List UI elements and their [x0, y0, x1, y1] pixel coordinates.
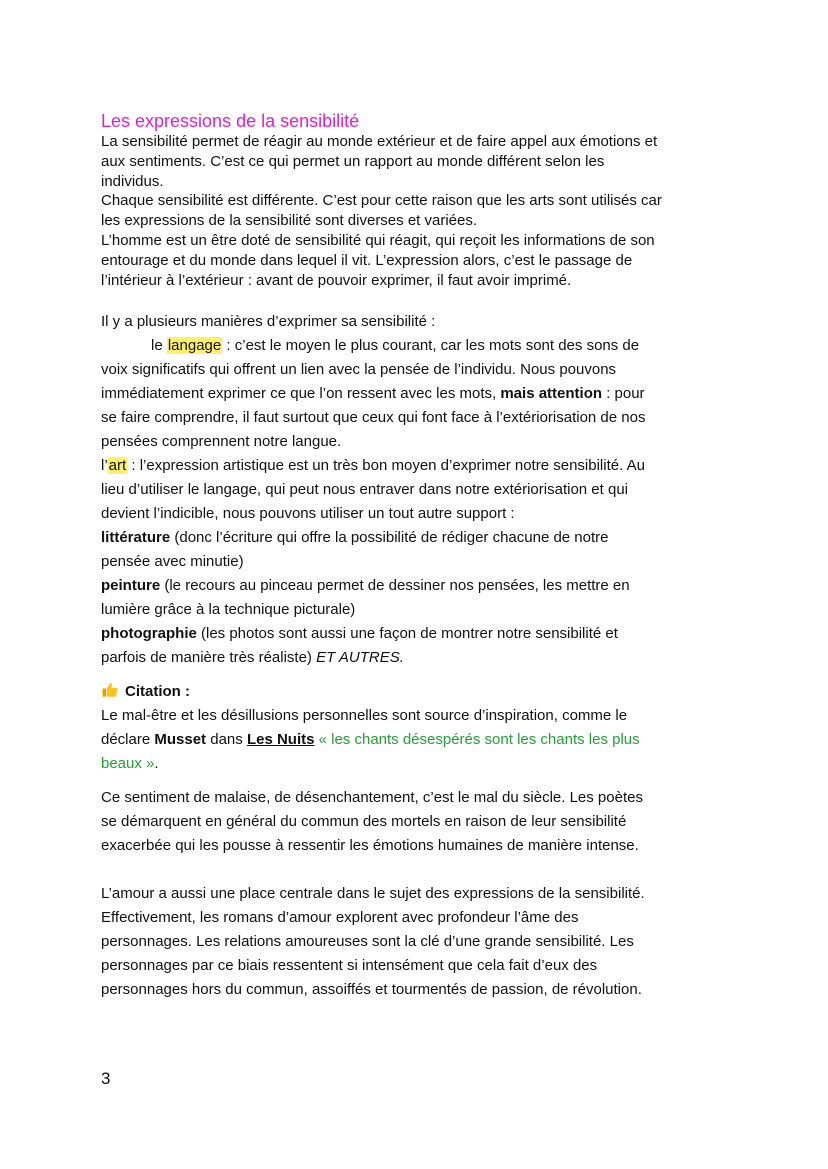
- text-line: lumière grâce à la technique picturale): [101, 601, 356, 619]
- work-les-nuits: Les Nuits: [246, 731, 315, 749]
- text-line: entourage et du monde dans lequel il vit. L’expression alors, c’est le passage de: [101, 251, 633, 269]
- text-line: [101, 454, 741, 478]
- text-line: personnages. Les relations amoureuses sont la clé d’une grande sensibilité. Les: [101, 933, 634, 951]
- text-line: [101, 382, 741, 406]
- citation-heading: [101, 680, 741, 704]
- bold-peinture: peinture: [101, 577, 161, 595]
- italic-et-autres: ET AUTRES.: [316, 649, 404, 667]
- text-line: se faire comprendre, il faut surtout que ceux qui font face à l’extériorisation de nos: [101, 409, 646, 427]
- text-line: voix significatifs qui offrent un lien avec la pensée de l’individu. Nous pouvons: [101, 361, 617, 379]
- text-line: [101, 574, 741, 598]
- text-line: se démarquent en général du commun des mortels en raison de leur sensibilité: [101, 813, 627, 831]
- text-line: pensées comprennent notre langue.: [101, 433, 342, 451]
- text-line: Chaque sensibilité est différente. C’est pour cette raison que les arts sont utilisés car: [101, 192, 662, 210]
- text-run: dans: [206, 731, 247, 749]
- text-line: L’homme est un être doté de sensibilité qui réagit, qui reçoit les informations de son: [101, 231, 655, 249]
- document-page: [101, 110, 741, 1002]
- text-line: [101, 646, 741, 670]
- text-line: les expressions de la sensibilité sont diverses et variées.: [101, 212, 478, 230]
- text-line: [101, 728, 741, 752]
- text-run: (donc l’écriture qui offre la possibilité de rédiger chacune de notre: [170, 529, 609, 547]
- text-line: Le mal-être et les désillusions personnelles sont source d’inspiration, comme le: [101, 707, 628, 725]
- citation-heading-text: Citation :: [125, 683, 190, 701]
- thumbs-up-icon: [101, 681, 119, 699]
- text-run: : l’expression artistique est un très bon moyen d’exprimer notre sensibilité. Au: [127, 457, 645, 475]
- text-line: [101, 622, 741, 646]
- text-line: [101, 752, 741, 776]
- text-line: devient l’indicible, nous pouvons utiliser un tout autre support :: [101, 505, 515, 523]
- text-line: individus.: [101, 172, 164, 190]
- text-line: Effectivement, les romans d’amour explorent avec profondeur l’âme des: [101, 909, 579, 927]
- author-musset: Musset: [154, 731, 207, 749]
- amour-paragraph: [101, 882, 741, 1002]
- citation-section: [101, 680, 741, 776]
- quote-text: beaux »: [101, 755, 155, 773]
- text-run: .: [154, 755, 159, 773]
- text-run: déclare: [101, 731, 155, 749]
- text-run: : c’est le moyen le plus courant, car les mots sont des sons de: [222, 337, 640, 355]
- text-line: aux sentiments. C’est ce qui permet un rapport au monde différent selon les: [101, 152, 605, 170]
- text-line: [101, 334, 741, 358]
- intro-paragraph: [101, 132, 741, 290]
- text-run: parfois de manière très réaliste): [101, 649, 317, 667]
- page-title: Les expressions de la sensibilité: [101, 111, 360, 131]
- text-run: (le recours au pinceau permet de dessiner nos pensées, les mettre en: [160, 577, 630, 595]
- page-number: 3: [101, 1069, 111, 1088]
- text-run: (les photos sont aussi une façon de montrer notre sensibilité et: [196, 625, 618, 643]
- text-line: L’amour a aussi une place centrale dans le sujet des expressions de la sensibilité.: [101, 885, 645, 903]
- bold-litterature: littérature: [101, 529, 171, 547]
- text-line: Ce sentiment de malaise, de désenchantement, c’est le mal du siècle. Les poètes: [101, 789, 643, 807]
- malaise-paragraph: [101, 786, 741, 858]
- text-run: : pour: [602, 385, 645, 403]
- text-line: lieu d’utiliser le langage, qui peut nous entraver dans notre extériorisation et qui: [101, 481, 628, 499]
- text-line: La sensibilité permet de réagir au monde extérieur et de faire appel aux émotions et: [101, 133, 658, 150]
- highlight-art: art: [108, 457, 127, 475]
- highlight-langage: langage: [167, 337, 222, 355]
- text-line: l’intérieur à l’extérieur : avant de pouvoir exprimer, il faut avoir imprimé.: [101, 271, 572, 289]
- text-line: pensée avec minutie): [101, 553, 244, 571]
- text-run: immédiatement exprimer ce que l’on ressent avec les mots,: [101, 385, 501, 403]
- text-line: personnages hors du commun, assoiffés et tourmentés de passion, de révolution.: [101, 981, 642, 999]
- text-run: l’: [101, 457, 108, 475]
- text-line: [101, 526, 741, 550]
- ways-intro: Il y a plusieurs manières d’exprimer sa sensibilité :: [101, 313, 436, 331]
- ways-section: [101, 310, 741, 670]
- bold-photographie: photographie: [101, 625, 197, 643]
- quote-text: « les chants désespérés sont les chants les plus: [314, 731, 640, 749]
- text-run: le: [151, 337, 167, 355]
- text-line: personnages par ce biais ressentent si intensément que cela fait d’eux des: [101, 957, 598, 975]
- text-line: exacerbée qui les pousse à ressentir les émotions humaines de manière intense.: [101, 837, 639, 855]
- bold-mais-attention: mais attention: [500, 385, 603, 403]
